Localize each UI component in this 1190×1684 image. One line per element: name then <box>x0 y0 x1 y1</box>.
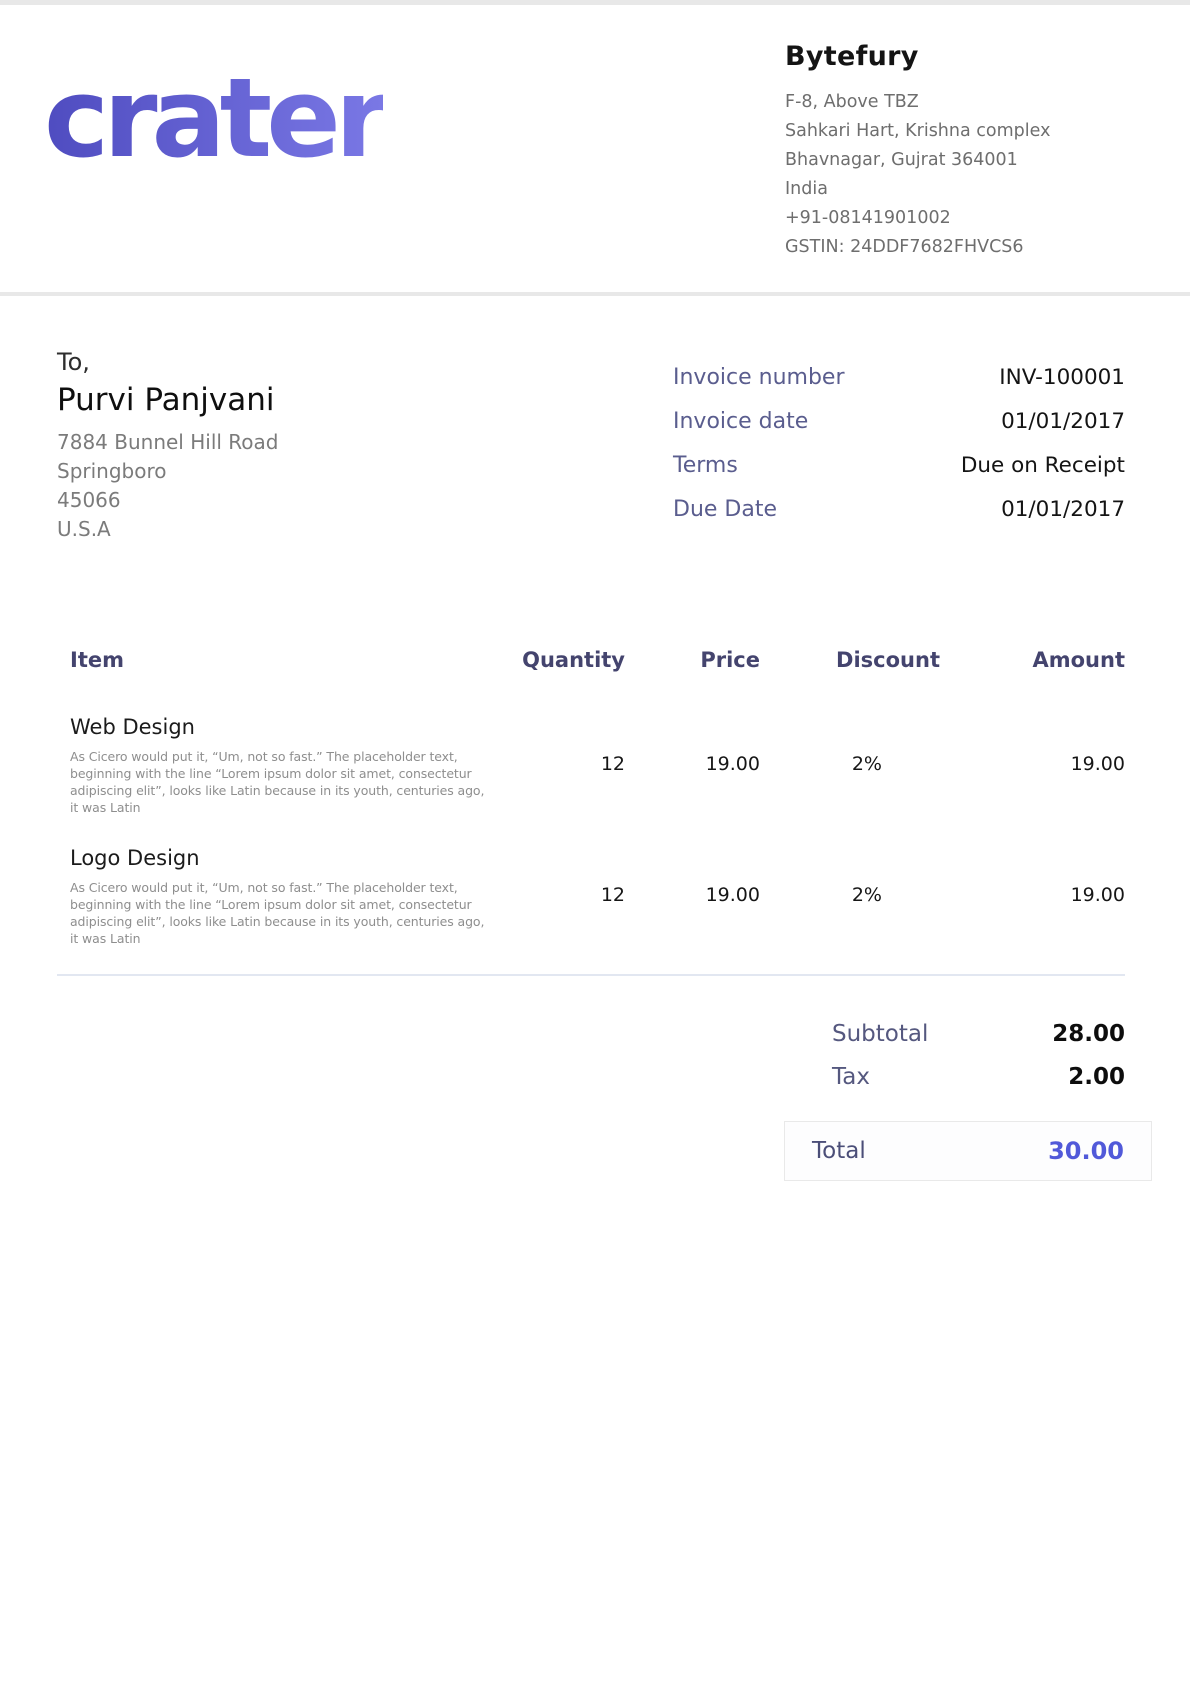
items-divider <box>57 974 1125 976</box>
invoice-info-row <box>0 296 1190 544</box>
item-price: 19.00 <box>705 753 760 775</box>
item-description: As Cicero would put it, “Um, not so fast.” The placeholder text, beginning with the line “Lorem ipsum dolor sit amet, consectetur adipiscing elit”, looks like Latin because in its youth, centuries ago, it was Latin <box>70 749 485 815</box>
table-row <box>57 843 1125 947</box>
totals-section <box>832 1018 1125 1094</box>
subtotal-label: Subtotal <box>832 1021 929 1047</box>
invoice-date-label: Invoice date <box>673 409 809 434</box>
invoice-number-value: INV-100001 <box>999 365 1125 390</box>
column-header-amount: Amount <box>1032 648 1125 672</box>
column-header-price: Price <box>700 648 760 672</box>
tax-row <box>832 1061 1125 1094</box>
page-header <box>0 0 1190 296</box>
bill-to-heading: To, <box>57 348 90 376</box>
item-discount: 2% <box>851 884 882 906</box>
total-value: 30.00 <box>1048 1137 1124 1165</box>
item-cell <box>57 843 495 947</box>
item-quantity: 12 <box>600 884 625 906</box>
bill-to-address-line: 7884 Bunnel Hill Road <box>57 430 279 454</box>
company-info <box>785 41 1050 262</box>
company-address-line: Sahkari Hart, Krishna complex <box>785 121 1051 141</box>
company-phone: +91-08141901002 <box>785 208 951 228</box>
column-header-item: Item <box>70 648 124 672</box>
meta-row-due-date <box>673 494 1125 525</box>
company-address-line: Bhavnagar, Gujrat 364001 <box>785 150 1018 170</box>
company-name: Bytefury <box>785 41 919 72</box>
item-discount: 2% <box>851 753 882 775</box>
item-price: 19.00 <box>705 884 760 906</box>
item-amount: 19.00 <box>1070 753 1125 775</box>
terms-label: Terms <box>673 453 738 478</box>
invoice-date-value: 01/01/2017 <box>1001 409 1125 434</box>
crater-logo: crater <box>44 54 384 182</box>
invoice-meta <box>617 348 1125 544</box>
terms-value: Due on Receipt <box>960 453 1125 478</box>
company-gstin: GSTIN: 24DDF7682FHVCS6 <box>785 237 1024 257</box>
item-cell <box>57 712 495 816</box>
subtotal-value: 28.00 <box>1052 1021 1125 1047</box>
bill-to-section <box>57 348 617 544</box>
subtotal-row <box>832 1018 1125 1051</box>
tax-value: 2.00 <box>1068 1064 1125 1090</box>
tax-label: Tax <box>832 1064 870 1090</box>
bill-to-name: Purvi Panjvani <box>57 382 275 418</box>
meta-row-invoice-date <box>673 406 1125 437</box>
company-address-line: F-8, Above TBZ <box>785 92 919 112</box>
bill-to-address-line: Springboro <box>57 459 167 483</box>
table-header-row <box>57 648 1125 672</box>
bill-to-address-line: U.S.A <box>57 517 111 541</box>
bill-to-address-line: 45066 <box>57 488 121 512</box>
due-date-label: Due Date <box>673 497 777 522</box>
total-label: Total <box>812 1138 866 1164</box>
total-box <box>784 1121 1152 1181</box>
column-header-quantity: Quantity <box>522 648 625 672</box>
item-name: Logo Design <box>70 846 200 870</box>
item-quantity: 12 <box>600 753 625 775</box>
meta-row-invoice-number <box>673 362 1125 393</box>
table-row <box>57 712 1125 816</box>
meta-row-terms <box>673 450 1125 481</box>
item-name: Web Design <box>70 715 195 739</box>
invoice-number-label: Invoice number <box>673 365 845 390</box>
due-date-value: 01/01/2017 <box>1001 497 1125 522</box>
column-header-discount: Discount <box>836 648 940 672</box>
company-address-line: India <box>785 179 828 199</box>
item-amount: 19.00 <box>1070 884 1125 906</box>
items-table <box>57 648 1125 1181</box>
item-description: As Cicero would put it, “Um, not so fast.” The placeholder text, beginning with the line “Lorem ipsum dolor sit amet, consectetur adipiscing elit”, looks like Latin because in its youth, centuries ago, it was Latin <box>70 880 485 946</box>
